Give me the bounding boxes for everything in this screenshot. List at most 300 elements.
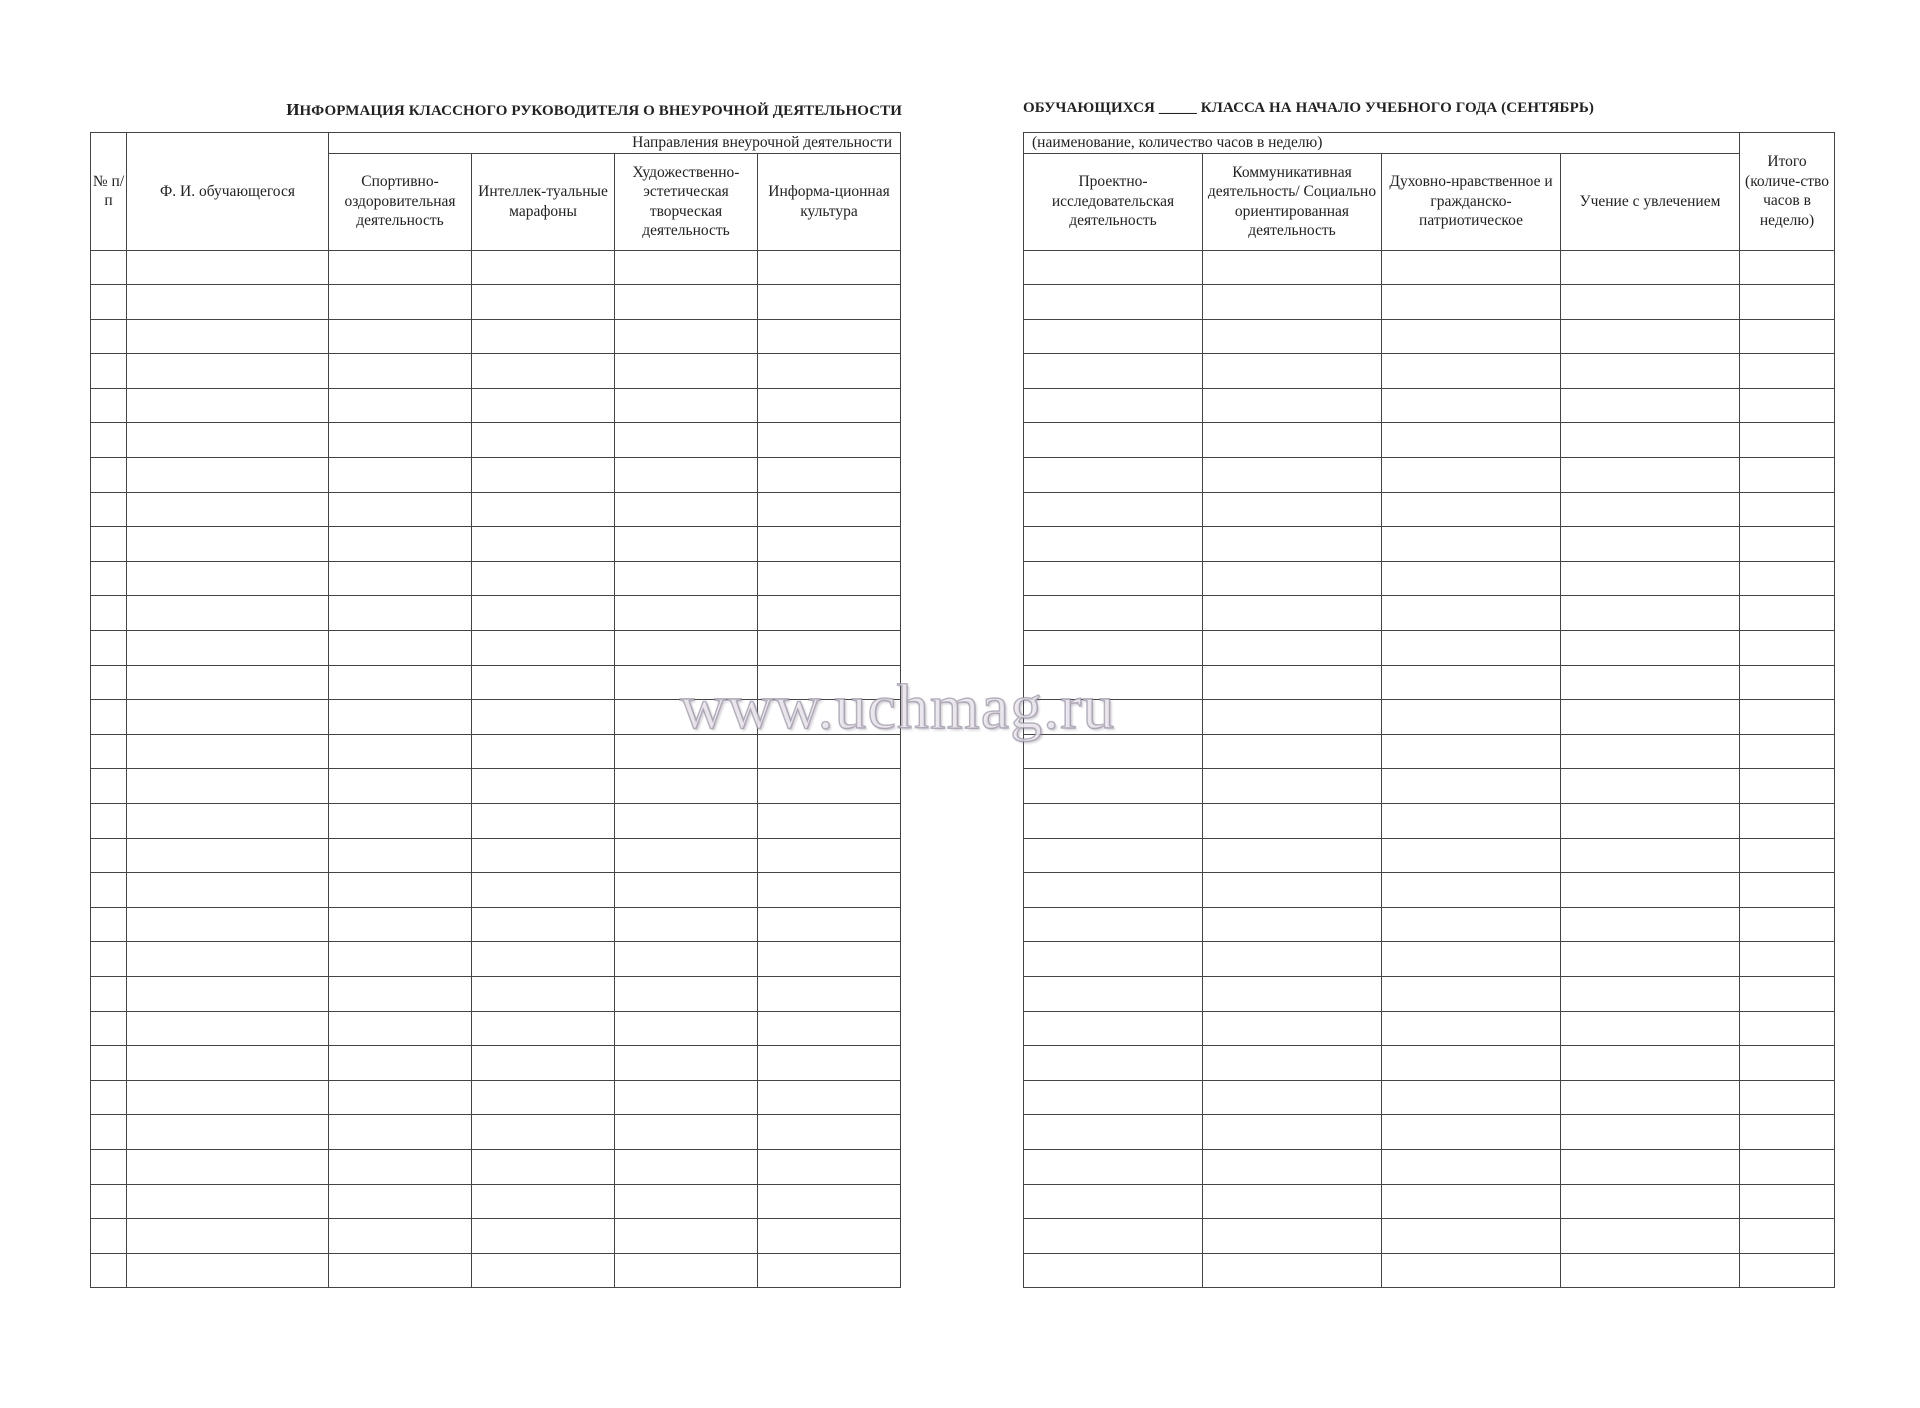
blank-cell[interactable] <box>1561 804 1740 839</box>
blank-cell[interactable] <box>615 423 758 458</box>
blank-cell[interactable] <box>1382 1253 1561 1288</box>
blank-cell[interactable] <box>1561 527 1740 562</box>
blank-cell[interactable] <box>1382 665 1561 700</box>
blank-cell[interactable] <box>91 1184 127 1219</box>
blank-cell[interactable] <box>1382 1219 1561 1254</box>
blank-cell[interactable] <box>472 458 615 493</box>
blank-cell[interactable] <box>1024 873 1203 908</box>
blank-cell[interactable] <box>1203 250 1382 285</box>
blank-cell[interactable] <box>1740 873 1835 908</box>
blank-cell[interactable] <box>1382 527 1561 562</box>
blank-cell[interactable] <box>1203 907 1382 942</box>
blank-cell[interactable] <box>615 354 758 389</box>
blank-cell[interactable] <box>1382 596 1561 631</box>
blank-cell[interactable] <box>127 458 329 493</box>
blank-cell[interactable] <box>329 423 472 458</box>
blank-cell[interactable] <box>472 1046 615 1081</box>
blank-cell[interactable] <box>127 804 329 839</box>
blank-cell[interactable] <box>329 700 472 735</box>
blank-cell[interactable] <box>1024 907 1203 942</box>
blank-cell[interactable] <box>1382 838 1561 873</box>
blank-cell[interactable] <box>1024 631 1203 666</box>
blank-cell[interactable] <box>1561 388 1740 423</box>
blank-cell[interactable] <box>472 873 615 908</box>
blank-cell[interactable] <box>329 1046 472 1081</box>
blank-cell[interactable] <box>758 769 901 804</box>
blank-cell[interactable] <box>127 1115 329 1150</box>
blank-cell[interactable] <box>1024 1253 1203 1288</box>
blank-cell[interactable] <box>1203 388 1382 423</box>
blank-cell[interactable] <box>1203 1149 1382 1184</box>
blank-cell[interactable] <box>1024 458 1203 493</box>
blank-cell[interactable] <box>1024 285 1203 320</box>
blank-cell[interactable] <box>758 1184 901 1219</box>
blank-cell[interactable] <box>1740 596 1835 631</box>
blank-cell[interactable] <box>127 492 329 527</box>
blank-cell[interactable] <box>1561 458 1740 493</box>
blank-cell[interactable] <box>1561 942 1740 977</box>
blank-cell[interactable] <box>1382 942 1561 977</box>
blank-cell[interactable] <box>127 527 329 562</box>
blank-cell[interactable] <box>1740 1149 1835 1184</box>
blank-cell[interactable] <box>615 1046 758 1081</box>
blank-cell[interactable] <box>91 1011 127 1046</box>
blank-cell[interactable] <box>91 492 127 527</box>
blank-cell[interactable] <box>1203 804 1382 839</box>
blank-cell[interactable] <box>1203 492 1382 527</box>
blank-cell[interactable] <box>91 631 127 666</box>
blank-cell[interactable] <box>1382 285 1561 320</box>
blank-cell[interactable] <box>91 458 127 493</box>
blank-cell[interactable] <box>615 1115 758 1150</box>
blank-cell[interactable] <box>472 1115 615 1150</box>
blank-cell[interactable] <box>329 527 472 562</box>
blank-cell[interactable] <box>1561 1011 1740 1046</box>
blank-cell[interactable] <box>1024 1219 1203 1254</box>
blank-cell[interactable] <box>91 354 127 389</box>
blank-cell[interactable] <box>1382 388 1561 423</box>
blank-cell[interactable] <box>91 1115 127 1150</box>
blank-cell[interactable] <box>615 942 758 977</box>
blank-cell[interactable] <box>1561 1219 1740 1254</box>
blank-cell[interactable] <box>1024 388 1203 423</box>
blank-cell[interactable] <box>615 838 758 873</box>
blank-cell[interactable] <box>91 561 127 596</box>
blank-cell[interactable] <box>472 388 615 423</box>
blank-cell[interactable] <box>1382 319 1561 354</box>
blank-cell[interactable] <box>1740 250 1835 285</box>
blank-cell[interactable] <box>1024 527 1203 562</box>
blank-cell[interactable] <box>1561 319 1740 354</box>
blank-cell[interactable] <box>127 1046 329 1081</box>
blank-cell[interactable] <box>615 769 758 804</box>
blank-cell[interactable] <box>615 804 758 839</box>
blank-cell[interactable] <box>1203 458 1382 493</box>
blank-cell[interactable] <box>1382 700 1561 735</box>
blank-cell[interactable] <box>615 1149 758 1184</box>
blank-cell[interactable] <box>472 561 615 596</box>
blank-cell[interactable] <box>1740 319 1835 354</box>
blank-cell[interactable] <box>1203 631 1382 666</box>
blank-cell[interactable] <box>1024 423 1203 458</box>
blank-cell[interactable] <box>1203 527 1382 562</box>
blank-cell[interactable] <box>1382 1046 1561 1081</box>
blank-cell[interactable] <box>127 873 329 908</box>
blank-cell[interactable] <box>1561 596 1740 631</box>
blank-cell[interactable] <box>329 804 472 839</box>
blank-cell[interactable] <box>1203 1253 1382 1288</box>
blank-cell[interactable] <box>1203 1046 1382 1081</box>
blank-cell[interactable] <box>127 561 329 596</box>
blank-cell[interactable] <box>1561 838 1740 873</box>
blank-cell[interactable] <box>1203 1011 1382 1046</box>
blank-cell[interactable] <box>758 250 901 285</box>
blank-cell[interactable] <box>1382 734 1561 769</box>
blank-cell[interactable] <box>127 1149 329 1184</box>
blank-cell[interactable] <box>1740 1219 1835 1254</box>
blank-cell[interactable] <box>1561 665 1740 700</box>
blank-cell[interactable] <box>127 1219 329 1254</box>
blank-cell[interactable] <box>1561 1184 1740 1219</box>
blank-cell[interactable] <box>758 1080 901 1115</box>
blank-cell[interactable] <box>91 942 127 977</box>
blank-cell[interactable] <box>1740 838 1835 873</box>
blank-cell[interactable] <box>472 700 615 735</box>
blank-cell[interactable] <box>1024 492 1203 527</box>
blank-cell[interactable] <box>127 388 329 423</box>
blank-cell[interactable] <box>615 873 758 908</box>
blank-cell[interactable] <box>91 250 127 285</box>
blank-cell[interactable] <box>615 1253 758 1288</box>
blank-cell[interactable] <box>1024 319 1203 354</box>
blank-cell[interactable] <box>91 804 127 839</box>
blank-cell[interactable] <box>1203 769 1382 804</box>
blank-cell[interactable] <box>329 458 472 493</box>
blank-cell[interactable] <box>472 942 615 977</box>
blank-cell[interactable] <box>91 976 127 1011</box>
blank-cell[interactable] <box>1382 561 1561 596</box>
blank-cell[interactable] <box>1024 1046 1203 1081</box>
blank-cell[interactable] <box>615 596 758 631</box>
blank-cell[interactable] <box>329 769 472 804</box>
blank-cell[interactable] <box>1740 700 1835 735</box>
blank-cell[interactable] <box>1024 1149 1203 1184</box>
blank-cell[interactable] <box>1024 1184 1203 1219</box>
blank-cell[interactable] <box>1740 561 1835 596</box>
blank-cell[interactable] <box>1203 1219 1382 1254</box>
blank-cell[interactable] <box>1024 596 1203 631</box>
blank-cell[interactable] <box>329 873 472 908</box>
blank-cell[interactable] <box>472 976 615 1011</box>
blank-cell[interactable] <box>1740 907 1835 942</box>
blank-cell[interactable] <box>472 1080 615 1115</box>
blank-cell[interactable] <box>615 285 758 320</box>
blank-cell[interactable] <box>472 665 615 700</box>
blank-cell[interactable] <box>1740 1011 1835 1046</box>
blank-cell[interactable] <box>615 527 758 562</box>
blank-cell[interactable] <box>329 250 472 285</box>
blank-cell[interactable] <box>1561 561 1740 596</box>
blank-cell[interactable] <box>91 734 127 769</box>
blank-cell[interactable] <box>1382 250 1561 285</box>
blank-cell[interactable] <box>1382 631 1561 666</box>
blank-cell[interactable] <box>329 838 472 873</box>
blank-cell[interactable] <box>758 1011 901 1046</box>
blank-cell[interactable] <box>1561 423 1740 458</box>
blank-cell[interactable] <box>758 596 901 631</box>
blank-cell[interactable] <box>127 1184 329 1219</box>
blank-cell[interactable] <box>758 354 901 389</box>
blank-cell[interactable] <box>329 1115 472 1150</box>
blank-cell[interactable] <box>127 700 329 735</box>
blank-cell[interactable] <box>1740 631 1835 666</box>
blank-cell[interactable] <box>1561 734 1740 769</box>
blank-cell[interactable] <box>127 907 329 942</box>
blank-cell[interactable] <box>1024 1080 1203 1115</box>
blank-cell[interactable] <box>329 976 472 1011</box>
blank-cell[interactable] <box>1561 1080 1740 1115</box>
blank-cell[interactable] <box>329 596 472 631</box>
blank-cell[interactable] <box>91 1149 127 1184</box>
blank-cell[interactable] <box>615 976 758 1011</box>
blank-cell[interactable] <box>1382 354 1561 389</box>
blank-cell[interactable] <box>758 423 901 458</box>
blank-cell[interactable] <box>472 1219 615 1254</box>
blank-cell[interactable] <box>615 631 758 666</box>
blank-cell[interactable] <box>1740 1115 1835 1150</box>
blank-cell[interactable] <box>91 1046 127 1081</box>
blank-cell[interactable] <box>127 769 329 804</box>
blank-cell[interactable] <box>472 1149 615 1184</box>
blank-cell[interactable] <box>127 423 329 458</box>
blank-cell[interactable] <box>91 838 127 873</box>
blank-cell[interactable] <box>1382 1080 1561 1115</box>
blank-cell[interactable] <box>1382 873 1561 908</box>
blank-cell[interactable] <box>1024 354 1203 389</box>
blank-cell[interactable] <box>1203 838 1382 873</box>
blank-cell[interactable] <box>91 285 127 320</box>
blank-cell[interactable] <box>1024 250 1203 285</box>
blank-cell[interactable] <box>472 319 615 354</box>
blank-cell[interactable] <box>472 1253 615 1288</box>
blank-cell[interactable] <box>91 665 127 700</box>
blank-cell[interactable] <box>615 1011 758 1046</box>
blank-cell[interactable] <box>1203 1184 1382 1219</box>
blank-cell[interactable] <box>1382 1184 1561 1219</box>
blank-cell[interactable] <box>615 1219 758 1254</box>
blank-cell[interactable] <box>1203 1115 1382 1150</box>
blank-cell[interactable] <box>1740 1253 1835 1288</box>
blank-cell[interactable] <box>758 907 901 942</box>
blank-cell[interactable] <box>1740 285 1835 320</box>
blank-cell[interactable] <box>1561 1253 1740 1288</box>
blank-cell[interactable] <box>758 388 901 423</box>
blank-cell[interactable] <box>1740 976 1835 1011</box>
blank-cell[interactable] <box>1561 769 1740 804</box>
blank-cell[interactable] <box>1382 1011 1561 1046</box>
blank-cell[interactable] <box>329 354 472 389</box>
blank-cell[interactable] <box>91 388 127 423</box>
blank-cell[interactable] <box>329 1149 472 1184</box>
blank-cell[interactable] <box>127 354 329 389</box>
blank-cell[interactable] <box>472 492 615 527</box>
blank-cell[interactable] <box>1740 1080 1835 1115</box>
blank-cell[interactable] <box>329 561 472 596</box>
blank-cell[interactable] <box>1561 700 1740 735</box>
blank-cell[interactable] <box>1024 1115 1203 1150</box>
blank-cell[interactable] <box>615 561 758 596</box>
blank-cell[interactable] <box>1561 354 1740 389</box>
blank-cell[interactable] <box>615 388 758 423</box>
blank-cell[interactable] <box>472 838 615 873</box>
blank-cell[interactable] <box>329 1080 472 1115</box>
blank-cell[interactable] <box>472 1184 615 1219</box>
blank-cell[interactable] <box>127 285 329 320</box>
blank-cell[interactable] <box>758 804 901 839</box>
blank-cell[interactable] <box>127 319 329 354</box>
blank-cell[interactable] <box>1561 907 1740 942</box>
blank-cell[interactable] <box>472 250 615 285</box>
blank-cell[interactable] <box>91 527 127 562</box>
blank-cell[interactable] <box>91 423 127 458</box>
blank-cell[interactable] <box>472 423 615 458</box>
blank-cell[interactable] <box>1740 458 1835 493</box>
blank-cell[interactable] <box>615 492 758 527</box>
blank-cell[interactable] <box>758 942 901 977</box>
blank-cell[interactable] <box>329 285 472 320</box>
blank-cell[interactable] <box>1561 873 1740 908</box>
blank-cell[interactable] <box>127 631 329 666</box>
blank-cell[interactable] <box>1024 1011 1203 1046</box>
blank-cell[interactable] <box>1561 976 1740 1011</box>
blank-cell[interactable] <box>329 942 472 977</box>
blank-cell[interactable] <box>615 250 758 285</box>
blank-cell[interactable] <box>1024 769 1203 804</box>
blank-cell[interactable] <box>1203 976 1382 1011</box>
blank-cell[interactable] <box>1740 804 1835 839</box>
blank-cell[interactable] <box>472 285 615 320</box>
blank-cell[interactable] <box>758 285 901 320</box>
blank-cell[interactable] <box>1740 527 1835 562</box>
blank-cell[interactable] <box>615 907 758 942</box>
blank-cell[interactable] <box>1382 1149 1561 1184</box>
blank-cell[interactable] <box>615 1184 758 1219</box>
blank-cell[interactable] <box>472 631 615 666</box>
blank-cell[interactable] <box>472 596 615 631</box>
blank-cell[interactable] <box>329 388 472 423</box>
blank-cell[interactable] <box>758 1219 901 1254</box>
blank-cell[interactable] <box>329 1011 472 1046</box>
blank-cell[interactable] <box>1203 734 1382 769</box>
blank-cell[interactable] <box>91 1080 127 1115</box>
blank-cell[interactable] <box>615 319 758 354</box>
blank-cell[interactable] <box>329 631 472 666</box>
blank-cell[interactable] <box>1203 700 1382 735</box>
blank-cell[interactable] <box>1203 873 1382 908</box>
blank-cell[interactable] <box>758 319 901 354</box>
blank-cell[interactable] <box>1561 1149 1740 1184</box>
blank-cell[interactable] <box>1740 388 1835 423</box>
blank-cell[interactable] <box>127 665 329 700</box>
blank-cell[interactable] <box>1382 423 1561 458</box>
blank-cell[interactable] <box>1740 492 1835 527</box>
blank-cell[interactable] <box>472 527 615 562</box>
blank-cell[interactable] <box>91 769 127 804</box>
blank-cell[interactable] <box>472 804 615 839</box>
blank-cell[interactable] <box>1561 492 1740 527</box>
blank-cell[interactable] <box>329 665 472 700</box>
blank-cell[interactable] <box>1561 285 1740 320</box>
blank-cell[interactable] <box>1382 976 1561 1011</box>
blank-cell[interactable] <box>758 561 901 596</box>
blank-cell[interactable] <box>1740 942 1835 977</box>
blank-cell[interactable] <box>127 976 329 1011</box>
blank-cell[interactable] <box>615 458 758 493</box>
blank-cell[interactable] <box>758 527 901 562</box>
blank-cell[interactable] <box>91 319 127 354</box>
blank-cell[interactable] <box>91 907 127 942</box>
blank-cell[interactable] <box>1561 631 1740 666</box>
blank-cell[interactable] <box>1740 423 1835 458</box>
blank-cell[interactable] <box>758 838 901 873</box>
blank-cell[interactable] <box>1203 354 1382 389</box>
blank-cell[interactable] <box>758 976 901 1011</box>
blank-cell[interactable] <box>1561 250 1740 285</box>
blank-cell[interactable] <box>1382 458 1561 493</box>
blank-cell[interactable] <box>1382 769 1561 804</box>
blank-cell[interactable] <box>91 596 127 631</box>
blank-cell[interactable] <box>1024 942 1203 977</box>
blank-cell[interactable] <box>472 907 615 942</box>
blank-cell[interactable] <box>758 458 901 493</box>
blank-cell[interactable] <box>472 354 615 389</box>
blank-cell[interactable] <box>91 700 127 735</box>
blank-cell[interactable] <box>758 873 901 908</box>
blank-cell[interactable] <box>127 734 329 769</box>
blank-cell[interactable] <box>1203 285 1382 320</box>
blank-cell[interactable] <box>1203 561 1382 596</box>
blank-cell[interactable] <box>1561 1115 1740 1150</box>
blank-cell[interactable] <box>127 1011 329 1046</box>
blank-cell[interactable] <box>1382 492 1561 527</box>
blank-cell[interactable] <box>1561 1046 1740 1081</box>
blank-cell[interactable] <box>1740 354 1835 389</box>
blank-cell[interactable] <box>1740 734 1835 769</box>
blank-cell[interactable] <box>758 1115 901 1150</box>
blank-cell[interactable] <box>758 1253 901 1288</box>
blank-cell[interactable] <box>1024 838 1203 873</box>
blank-cell[interactable] <box>615 1080 758 1115</box>
blank-cell[interactable] <box>127 596 329 631</box>
blank-cell[interactable] <box>91 873 127 908</box>
blank-cell[interactable] <box>1024 976 1203 1011</box>
blank-cell[interactable] <box>1740 1184 1835 1219</box>
blank-cell[interactable] <box>127 250 329 285</box>
blank-cell[interactable] <box>1024 804 1203 839</box>
blank-cell[interactable] <box>91 1253 127 1288</box>
blank-cell[interactable] <box>1024 561 1203 596</box>
blank-cell[interactable] <box>1740 769 1835 804</box>
blank-cell[interactable] <box>329 907 472 942</box>
blank-cell[interactable] <box>329 1184 472 1219</box>
blank-cell[interactable] <box>127 838 329 873</box>
blank-cell[interactable] <box>1382 907 1561 942</box>
blank-cell[interactable] <box>1203 1080 1382 1115</box>
blank-cell[interactable] <box>329 1219 472 1254</box>
blank-cell[interactable] <box>472 1011 615 1046</box>
blank-cell[interactable] <box>472 769 615 804</box>
blank-cell[interactable] <box>1740 1046 1835 1081</box>
